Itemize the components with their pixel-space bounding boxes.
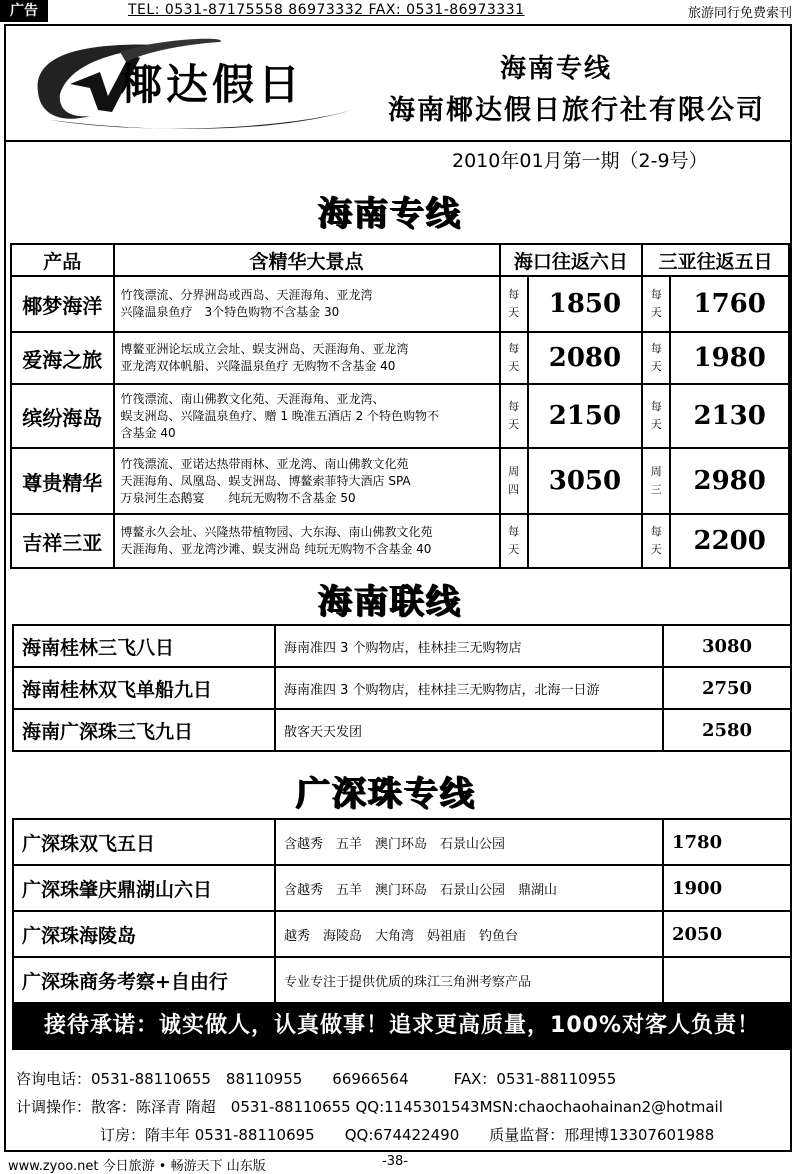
product-name: 缤纷海岛 [11, 384, 114, 448]
ad-label: 广告 [0, 0, 48, 22]
product-sights: 竹筏漂流、南山佛教文化苑、天涯海角、亚龙湾、 蜈支洲岛、兴隆温泉鱼疗、赠 1 晚准五酒店 2 个特色购物不 含基金 40 [114, 384, 500, 448]
route-name: 海南广深珠三飞九日 [13, 709, 275, 751]
hainan-tour-table [10, 243, 790, 569]
table-row [13, 819, 791, 865]
route-desc: 散客天天发团 [275, 709, 663, 751]
price-haikou: 2080 [528, 332, 643, 384]
frequency-sanya: 周 三 [642, 448, 670, 514]
frequency-sanya: 每 天 [642, 514, 670, 568]
table-row [13, 957, 791, 1003]
table-row [13, 667, 791, 709]
route-price: 2750 [663, 667, 791, 709]
frequency-haikou: 每 天 [500, 276, 528, 332]
route-desc: 海南准四 3 个购物店，桂林挂三无购物店，北海一日游 [275, 667, 663, 709]
route-desc: 海南准四 3 个购物店，桂林挂三无购物店 [275, 625, 663, 667]
frequency-sanya: 每 天 [642, 276, 670, 332]
frequency-haikou: 每 天 [500, 332, 528, 384]
frequency-sanya: 每 天 [642, 384, 670, 448]
company-name: 海南椰达假日旅行社有限公司 [388, 95, 765, 126]
section-title-hainan-link: 海南联线 [318, 582, 462, 622]
table-row [11, 276, 789, 332]
table-row [11, 332, 789, 384]
header-product: 产品 [11, 244, 114, 276]
product-sights: 博鳌永久会址、兴隆热带植物园、大东海、南山佛教文化苑 天涯海角、亚龙湾沙滩、蜈支洲岛 纯玩无购物不含基金 40 [114, 514, 500, 568]
frequency-haikou: 周 四 [500, 448, 528, 514]
product-sights: 竹筏漂流、分界洲岛或西岛、天涯海角、亚龙湾 兴隆温泉鱼疗 3个特色购物不含基金 30 [114, 276, 500, 332]
service-promise-banner: 接待承诺：诚实做人，认真做事！追求更高质量，100%对客人负责！ [12, 1002, 792, 1050]
route-name: 海南桂林三飞八日 [13, 625, 275, 667]
price-sanya: 1980 [670, 332, 789, 384]
header-tel-line: TEL: 0531-87175558 86973332 FAX: 0531-86973331 [128, 2, 525, 18]
route-price: 1900 [663, 865, 791, 911]
frequency-haikou: 每 天 [500, 384, 528, 448]
route-desc: 含越秀 五羊 澳门环岛 石景山公园 鼎湖山 [275, 865, 663, 911]
route-name: 广深珠双飞五日 [13, 819, 275, 865]
index-label: 旅游同行免费索刊 [687, 6, 792, 21]
route-price: 1780 [663, 819, 791, 865]
section-title-hainan: 海南专线 [318, 194, 462, 234]
table-row [13, 625, 791, 667]
line-title: 海南专线 [500, 54, 613, 84]
table-row [13, 911, 791, 957]
route-price [663, 957, 791, 1003]
route-name: 海南桂林双飞单船九日 [13, 667, 275, 709]
header-haikou: 海口往返六日 [500, 244, 643, 276]
route-desc: 专业专注于提供优质的珠江三角洲考察产品 [275, 957, 663, 1003]
route-price: 3080 [663, 625, 791, 667]
price-sanya: 1760 [670, 276, 789, 332]
section-title-gsz: 广深珠专线 [296, 774, 476, 814]
table-row [11, 384, 789, 448]
price-sanya: 2200 [670, 514, 789, 568]
route-price: 2580 [663, 709, 791, 751]
product-name: 爱海之旅 [11, 332, 114, 384]
page-number: -38- [382, 1154, 408, 1169]
header-divider [4, 140, 792, 142]
product-name: 吉祥三亚 [11, 514, 114, 568]
table-row [13, 709, 791, 751]
price-sanya: 2130 [670, 384, 789, 448]
logo-text: 椰达假日 [120, 60, 305, 109]
frequency-sanya: 每 天 [642, 332, 670, 384]
header-sights: 含精华大景点 [114, 244, 500, 276]
header-sanya: 三亚往返五日 [642, 244, 789, 276]
product-sights: 博鳌亚洲论坛成立会址、蜈支洲岛、天涯海角、亚龙湾 亚龙湾双体帆船、兴隆温泉鱼疗 无购物不含基金 40 [114, 332, 500, 384]
route-desc: 含越秀 五羊 澳门环岛 石景山公园 [275, 819, 663, 865]
table-row [11, 448, 789, 514]
route-name: 广深珠肇庆鼎湖山六日 [13, 865, 275, 911]
page-footer [0, 1153, 800, 1172]
route-price: 2050 [663, 911, 791, 957]
price-sanya: 2980 [670, 448, 789, 514]
route-name: 广深珠商务考察+自由行 [13, 957, 275, 1003]
hainan-link-table [12, 624, 792, 752]
table-header-row [11, 244, 789, 276]
contact-booking-line: 订房：隋丰年 0531-88110695 QQ:674422490 质量监督：邢理博13307601988 [100, 1126, 715, 1144]
table-row [13, 865, 791, 911]
price-haikou: 2150 [528, 384, 643, 448]
footer-site: www.zyoo.net 今日旅游 • 畅游天下 山东版 [8, 1159, 266, 1174]
product-name: 尊贵精华 [11, 448, 114, 514]
frequency-haikou: 每 天 [500, 514, 528, 568]
gsz-table [12, 818, 792, 1004]
price-haikou: 1850 [528, 276, 643, 332]
route-name: 广深珠海陵岛 [13, 911, 275, 957]
price-haikou [528, 514, 643, 568]
table-row [11, 514, 789, 568]
price-haikou: 3050 [528, 448, 643, 514]
issue-label: 2010年01月第一期（2-9号） [452, 150, 708, 172]
product-sights: 竹筏漂流、亚诺达热带雨林、亚龙湾、南山佛教文化苑 天涯海角、凤凰岛、蜈支洲岛、博鳌索菲特大酒店 SPA 万泉河生态鹅宴 纯玩无购物不含基金 50 [114, 448, 500, 514]
contact-operator-line: 计调操作：散客：陈泽青 隋超 0531-88110655 QQ:1145301543MSN:chaochaohainan2@hotmail [16, 1098, 723, 1116]
product-name: 椰梦海洋 [11, 276, 114, 332]
route-desc: 越秀 海陵岛 大角湾 妈祖庙 钓鱼台 [275, 911, 663, 957]
contact-phone-line: 咨询电话：0531-88110655 88110955 66966564 FAX：0531-88110955 [16, 1070, 617, 1088]
